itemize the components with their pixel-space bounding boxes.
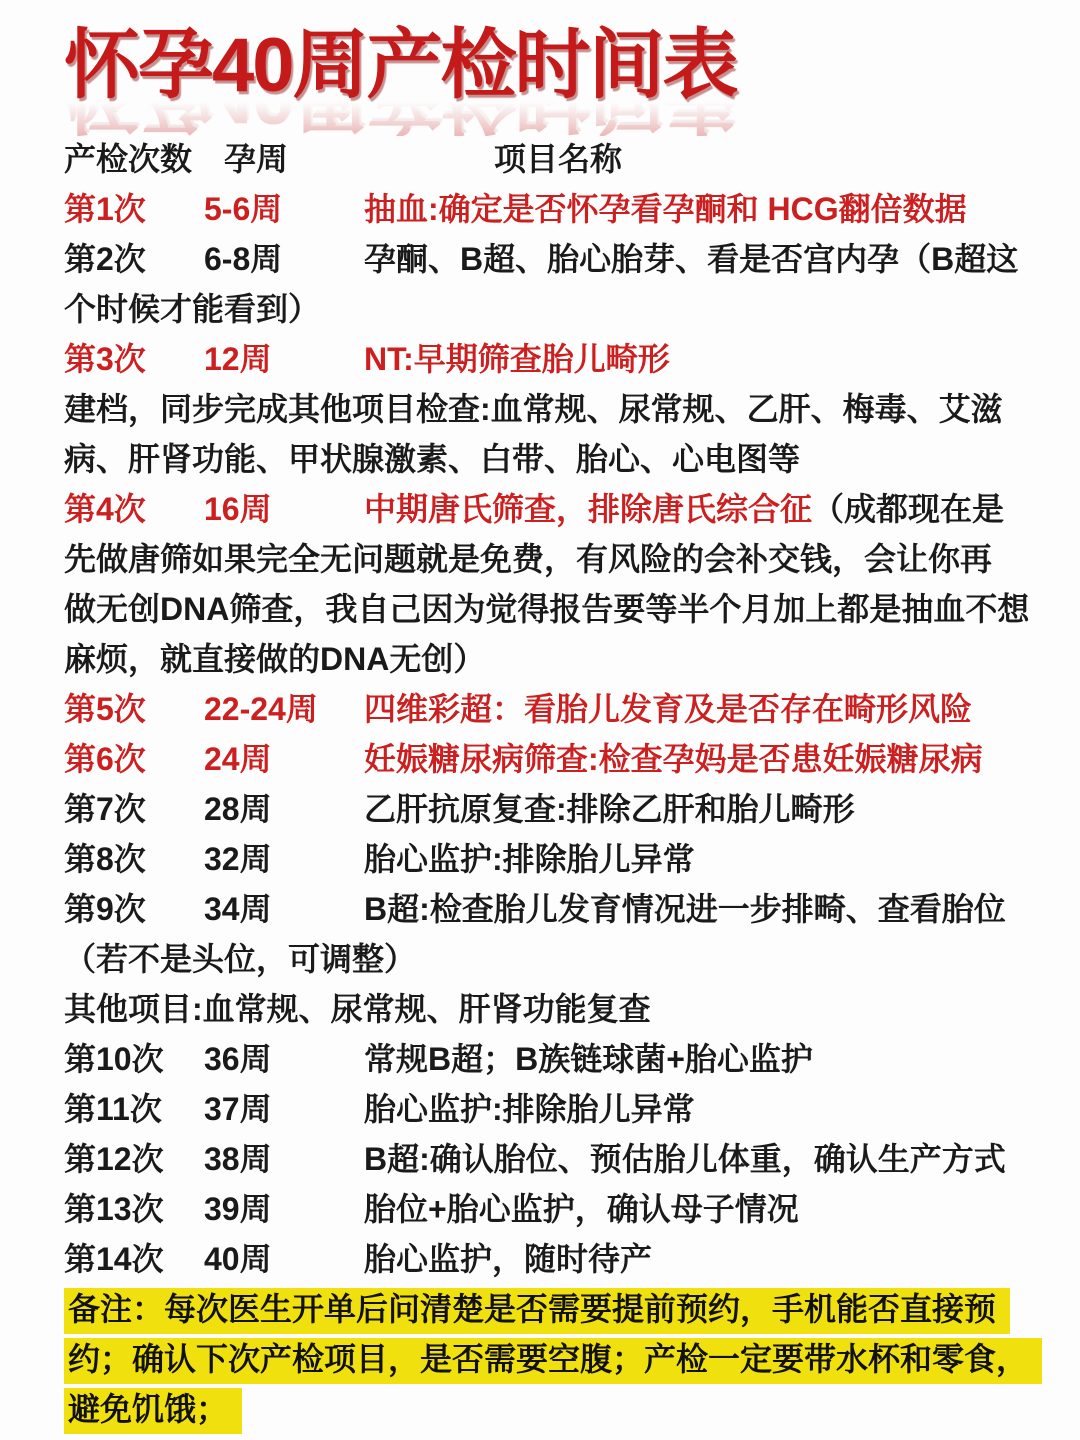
table-row bbox=[64, 1134, 1024, 1184]
note-line bbox=[64, 1334, 1029, 1384]
detail-line: 麻烦，就直接做的DNA无创） bbox=[64, 641, 486, 677]
header-col-visit: 产检次数 bbox=[64, 141, 193, 177]
item-desc-mixed bbox=[364, 484, 1024, 534]
visit-number: 第13次 bbox=[64, 1191, 164, 1227]
week-range: 36周 bbox=[204, 1041, 272, 1077]
note-line bbox=[64, 1284, 1024, 1334]
item-desc: B超:确认胎位、预估胎儿体重，确认生产方式 bbox=[364, 1141, 1006, 1177]
table-row bbox=[64, 334, 1024, 384]
visit-number: 第4次 bbox=[64, 491, 146, 527]
title-block bbox=[64, 23, 1024, 134]
week-range: 28周 bbox=[204, 791, 272, 827]
visit-number: 第10次 bbox=[64, 1041, 164, 1077]
week-range: 16周 bbox=[204, 491, 272, 527]
visit-number: 第3次 bbox=[64, 341, 146, 377]
table-row bbox=[64, 1084, 1024, 1134]
visit-number: 第9次 bbox=[64, 891, 146, 927]
notes-section bbox=[64, 1284, 1029, 1434]
table-row bbox=[64, 1184, 1024, 1234]
visit-number: 第7次 bbox=[64, 791, 146, 827]
item-wrap-line: （若不是头位，可调整） bbox=[64, 941, 417, 977]
page-title: 怀孕40周产检时间表 bbox=[64, 23, 737, 108]
week-range: 6-8周 bbox=[204, 241, 283, 277]
item-desc: 四维彩超：看胎儿发育及是否存在畸形风险 bbox=[364, 691, 973, 727]
table-row bbox=[64, 734, 1024, 784]
week-range: 39周 bbox=[204, 1191, 272, 1227]
week-range: 24周 bbox=[204, 741, 272, 777]
item-wrap-line: 个时候才能看到） bbox=[64, 291, 321, 327]
visit-number: 第1次 bbox=[64, 191, 146, 227]
item-desc: 孕酮、B超、胎心胎芽、看是否宫内孕（B超这 bbox=[364, 241, 1019, 277]
item-desc: 乙肝抗原复查:排除乙肝和胎儿畸形 bbox=[364, 791, 855, 827]
item-desc: 妊娠糖尿病筛查:检查孕妈是否患妊娠糖尿病 bbox=[364, 741, 983, 777]
note-highlight: 约；确认下次产检项目，是否需要空腹；产检一定要带水杯和零食， bbox=[64, 1338, 1042, 1384]
detail-line: 建档，同步完成其他项目检查:血常规、尿常规、乙肝、梅毒、艾滋 bbox=[64, 391, 1003, 427]
note-highlight: 避免饥饿； bbox=[64, 1388, 242, 1434]
note-highlight: 备注：每次医生开单后问清楚是否需要提前预约，手机能否直接预 bbox=[64, 1288, 1010, 1334]
other-items-line: 其他项目:血常规、尿常规、肝肾功能复查 bbox=[64, 991, 651, 1027]
item-desc: 胎心监护:排除胎儿异常 bbox=[364, 1091, 695, 1127]
table-header bbox=[64, 134, 1024, 184]
table-row bbox=[64, 1034, 1024, 1084]
visit-number: 第5次 bbox=[64, 691, 146, 727]
note-line bbox=[64, 1384, 1024, 1434]
item-desc: 胎心监护，随时待产 bbox=[364, 1241, 653, 1277]
detail-line: 先做唐筛如果完全无问题就是免费，有风险的会补交钱，会让你再 bbox=[64, 541, 993, 577]
week-range: 22-24周 bbox=[204, 691, 318, 727]
item-desc: 常规B超；B族链球菌+胎心监护 bbox=[364, 1041, 813, 1077]
visit-number: 第6次 bbox=[64, 741, 146, 777]
header-col-item: 项目名称 bbox=[494, 141, 623, 177]
visit-number: 第11次 bbox=[64, 1091, 162, 1127]
table-row bbox=[64, 484, 1024, 534]
detail-line: 病、肝肾功能、甲状腺激素、白带、胎心、心电图等 bbox=[64, 441, 801, 477]
week-range: 34周 bbox=[204, 891, 272, 927]
item-desc: 中期唐氏筛查，排除唐氏综合征 bbox=[364, 491, 813, 527]
visit-number: 第14次 bbox=[64, 1241, 164, 1277]
item-desc: 胎位+胎心监护，确认母子情况 bbox=[364, 1191, 799, 1227]
table-row bbox=[64, 834, 1024, 884]
visit-number: 第2次 bbox=[64, 241, 146, 277]
week-range: 37周 bbox=[204, 1091, 272, 1127]
table-row bbox=[64, 1234, 1024, 1284]
table-row bbox=[64, 684, 1024, 734]
visit-number: 第12次 bbox=[64, 1141, 164, 1177]
item-desc: NT:早期筛查胎儿畸形 bbox=[364, 341, 670, 377]
item-desc: 抽血:确定是否怀孕看孕酮和 HCG翻倍数据 bbox=[364, 191, 967, 227]
detail-line: 做无创DNA筛查，我自己因为觉得报告要等半个月加上都是抽血不想 bbox=[64, 591, 1030, 627]
table-row bbox=[64, 884, 1024, 934]
visit-number: 第8次 bbox=[64, 841, 146, 877]
week-range: 32周 bbox=[204, 841, 272, 877]
week-range: 5-6周 bbox=[204, 191, 283, 227]
header-col-week: 孕周 bbox=[224, 141, 289, 177]
item-desc-secondary: （成都现在是 bbox=[812, 491, 1005, 527]
table-row bbox=[64, 184, 1024, 234]
table-row bbox=[64, 234, 1024, 284]
item-desc: 胎心监护:排除胎儿异常 bbox=[364, 841, 695, 877]
table-row bbox=[64, 784, 1024, 834]
item-desc: B超:检查胎儿发育情况进一步排畸、查看胎位 bbox=[364, 891, 1006, 927]
week-range: 38周 bbox=[204, 1141, 272, 1177]
week-range: 12周 bbox=[204, 341, 272, 377]
week-range: 40周 bbox=[204, 1241, 272, 1277]
